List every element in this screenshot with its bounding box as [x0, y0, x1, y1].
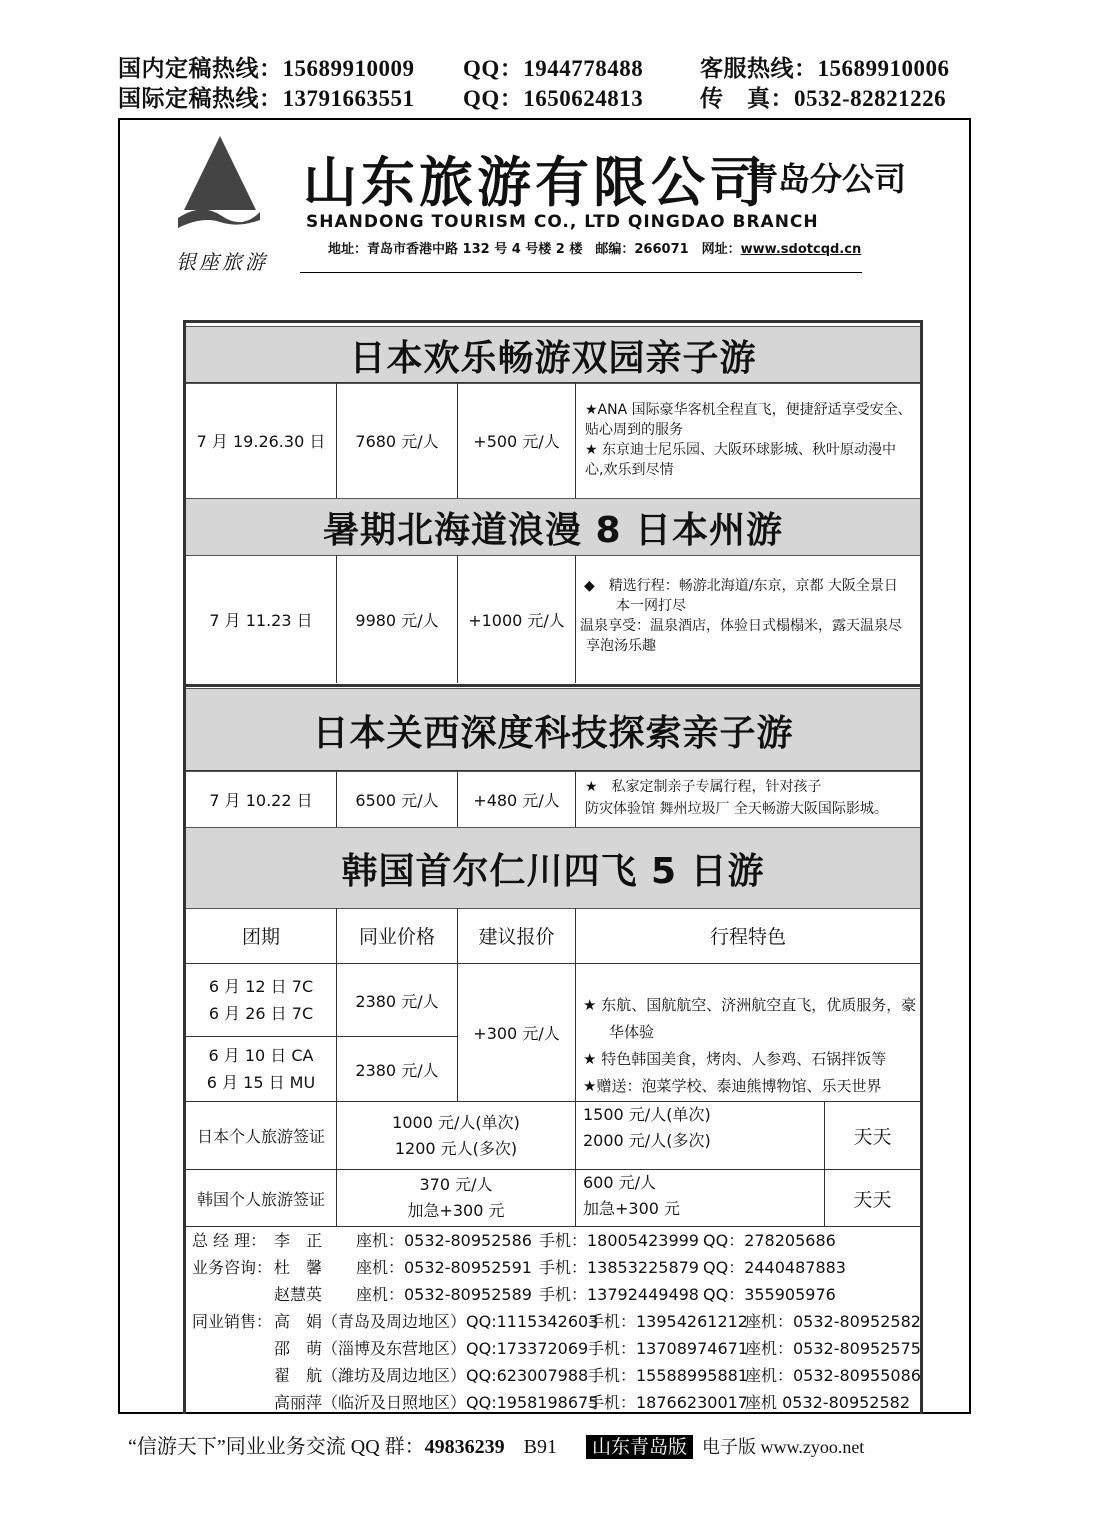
visa-korea-suggest: 600 元/人 加急+300 元	[583, 1173, 681, 1218]
header-suggest-price: 建议报价	[478, 926, 555, 948]
footer	[128, 1430, 864, 1459]
grid-line	[457, 555, 458, 683]
edition-badge: 山东青岛版	[586, 1435, 693, 1459]
domestic-hotline: 国内定稿热线：15689910009	[118, 56, 415, 81]
contact-list	[192, 1227, 921, 1416]
domestic-qq: QQ：1944778488	[463, 56, 644, 81]
header-date: 团期	[241, 926, 280, 948]
tour3-price: 6500 元/人	[355, 790, 439, 810]
logo-caption: 银座旅游	[176, 250, 268, 274]
grid-line	[575, 771, 576, 827]
korea-features: ★ 东航、国航航空、济洲航空直飞，优质服务，豪 华体验 ★ 特色韩国美食，烤肉、人参鸡、石锅拌饭等 ★赠送：泡菜学校、泰迪熊博物馆、乐天世界	[583, 996, 917, 1095]
grid-line	[186, 1169, 920, 1170]
tour2-features: ◆ 精选行程：畅游北海道/东京，京都 大阪全景日 本一网打尽 温泉享受：温泉酒店，体验日式榻榻米，露天温泉尽 享泡汤乐趣	[580, 578, 902, 654]
tour2-title: 暑期北海道浪漫 8 日本州游	[186, 498, 920, 556]
footer-qq-group: 49836239	[424, 1436, 505, 1458]
header-peer-price: 同业价格	[358, 926, 435, 948]
grid-line	[186, 1101, 920, 1102]
korea-title: 韩国首尔仁川四飞 5 日游	[186, 827, 920, 909]
visa-korea-freq: 天天	[853, 1188, 892, 1211]
visa-japan-name: 日本个人旅游签证	[196, 1127, 325, 1146]
tour1-date: 7 月 19.26.30 日	[196, 432, 326, 451]
grid-line	[336, 555, 337, 683]
grid-line	[186, 382, 920, 383]
korea-group1-dates: 6 月 12 日 7C 6 月 26 日 7C	[208, 977, 314, 1023]
company-branch: 青岛分公司	[746, 160, 907, 198]
tour3-title: 日本关西深度科技探索亲子游	[186, 688, 920, 772]
tour1-title: 日本欢乐畅游双园亲子游	[186, 326, 920, 384]
tour3-features: ★ 私家定制亲子专属行程，针对孩子 防灾体验馆 舞州垃圾厂 全天畅游大阪国际影城。	[585, 779, 888, 817]
visa-japan-peer: 1000 元/人(单次) 1200 元人(多次)	[392, 1112, 520, 1158]
fax: 传 真：0532-82821226	[700, 86, 947, 111]
service-hotline: 客服热线：15689910006	[700, 56, 950, 81]
grid-line	[824, 1101, 825, 1226]
tour2-price: 9980 元/人	[355, 610, 439, 630]
section-divider	[183, 684, 923, 687]
tour2-date: 7 月 11.23 日	[209, 610, 313, 630]
grid-line	[336, 908, 337, 1226]
grid-line	[457, 908, 458, 1101]
korea-group1-price: 2380 元/人	[355, 991, 439, 1011]
tour1-suggest: +500 元/人	[473, 432, 560, 451]
intl-qq: QQ：1650624813	[463, 86, 644, 111]
grid-line	[186, 770, 920, 771]
footer-slogan: “信游天下”同业业务交流 QQ 群：	[128, 1436, 425, 1458]
company-name-en: SHANDONG TOURISM CO., LTD QINGDAO BRANCH	[306, 212, 819, 232]
header-features: 行程特色	[709, 926, 786, 948]
grid-line	[575, 383, 576, 498]
grid-line	[336, 771, 337, 827]
korea-suggest: +300 元/人	[473, 1024, 560, 1043]
grid-line	[575, 555, 576, 683]
tour1-features: ★ANA 国际豪华客机全程直飞，便捷舒适享受安全、 贴心周到的服务 ★ 东京迪士尼乐园、大阪环球影城、秋叶原动漫中 心,欢乐到尽情	[585, 402, 912, 478]
contact-row: 总 经 理： 李 正 座机：0532-80952586 手机：18005423999 QQ：278205686	[192, 1231, 836, 1250]
tour3-date: 7 月 10.22 日	[209, 790, 313, 810]
visa-korea-name: 韩国个人旅游签证	[196, 1189, 325, 1209]
contact-row: 同业销售： 高 娟（青岛及周边地区）QQ:1115342603手机：13954261212座机：0532-80952582	[192, 1312, 921, 1331]
korea-group2-dates: 6 月 10 日 CA 6 月 15 日 MU	[206, 1046, 316, 1092]
grid-line	[457, 771, 458, 827]
header-divider	[300, 272, 862, 273]
website-link[interactable]: www.sdotcqd.cn	[740, 242, 862, 257]
visa-korea-peer: 370 元/人 加急+300 元	[407, 1175, 505, 1220]
footer-page: B91	[523, 1436, 557, 1458]
contact-row: 业务咨询： 杜 馨 座机：0532-80952591 手机：13853225879 QQ：2440487883	[192, 1258, 846, 1277]
company-name: 山东旅游有限公司	[303, 150, 767, 214]
contact-row: 翟 航（潍坊及周边地区）QQ:623007988手机：15588995881座机：0532-80955086	[274, 1366, 921, 1385]
grid-line	[186, 963, 920, 964]
grid-line	[336, 383, 337, 498]
sail-logo-icon	[172, 132, 262, 242]
korea-group2-price: 2380 元/人	[355, 1060, 439, 1080]
grid-line	[186, 1036, 458, 1037]
company-address: 地址：青岛市香港中路 132 号 4 号楼 2 楼 邮编：266071 网址：www.sdotcqd.cn	[328, 242, 862, 257]
contact-row: 邵 萌（淄博及东营地区）QQ:173372069手机：13708974671座机：0532-80952575	[274, 1339, 921, 1358]
tour1-price: 7680 元/人	[355, 432, 439, 451]
visa-japan-suggest: 1500 元/人(单次) 2000 元/人(多次)	[583, 1105, 711, 1150]
footer-site[interactable]: 电子版 www.zyoo.net	[702, 1437, 865, 1457]
tour2-suggest: +1000 元/人	[468, 610, 565, 630]
grid-line	[457, 383, 458, 498]
contact-row: 赵慧英 座机：0532-80952589 手机：13792449498 QQ：355905976	[274, 1285, 836, 1304]
contact-row: 高丽萍（临沂及日照地区）QQ:1958198675手机：18766230017座机 0532-80952582	[274, 1393, 911, 1412]
tour3-suggest: +480 元/人	[473, 790, 560, 810]
intl-hotline: 国际定稿热线：13791663551	[118, 86, 415, 111]
grid-line	[575, 908, 576, 1226]
visa-japan-freq: 天天	[853, 1126, 892, 1148]
